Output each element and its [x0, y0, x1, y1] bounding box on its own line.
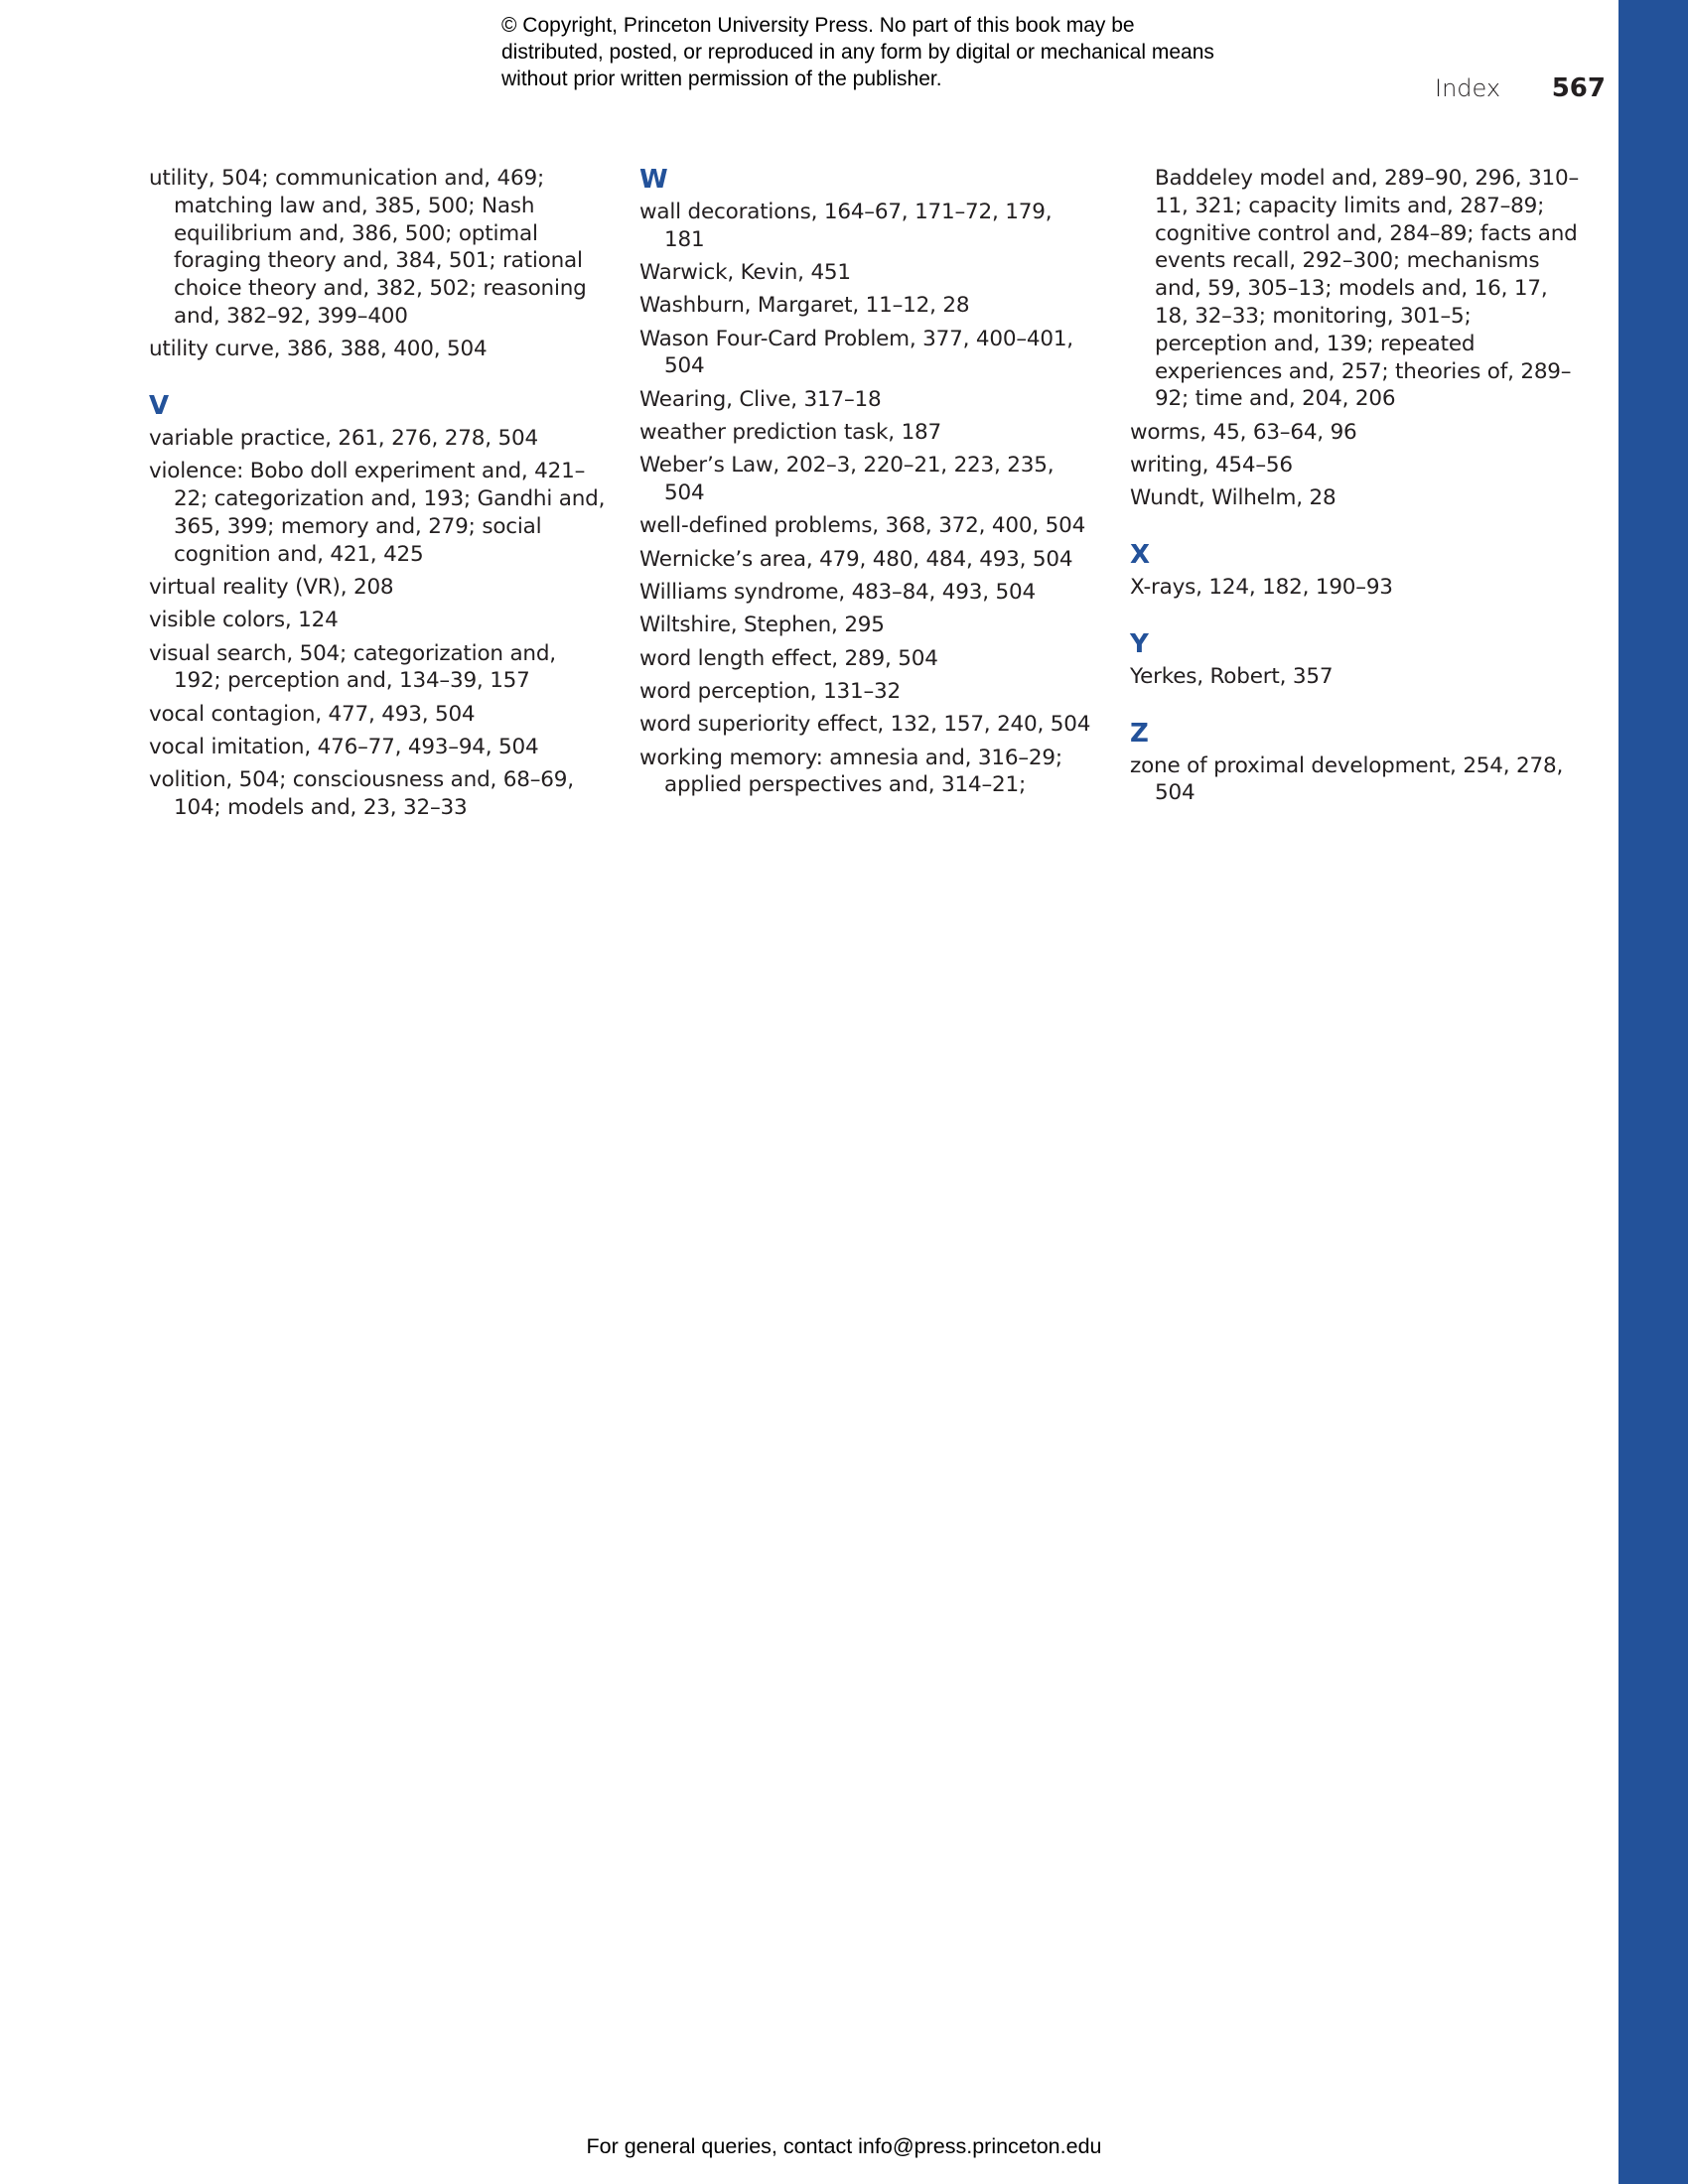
- index-entry-continuation: Baddeley model and, 289–90, 296, 310–11, 321; capacity limits and, 287–89; cognitive control and, 284–89; facts and events recall, 292–300; mechanisms and, 59, 305–13; models and, 16, 17, 18, 32–33; monitoring, 301–5; perception and, 139; repeated experiences and, 257; theories of, 289–92; time and, 204, 206: [1155, 166, 1580, 412]
- index-entry: visual search, 504; categorization and, 192; perception and, 134–39, 157: [149, 640, 556, 694]
- copyright-notice: © Copyright, Princeton University Press. No part of this book may be distributed, posted, or reproduced in any form by digital or mechanical means without prior written permission of the publisher.: [501, 14, 1214, 90]
- section-letter-y: Y: [1130, 628, 1149, 659]
- index-entry: vocal contagion, 477, 493, 504: [149, 701, 476, 727]
- index-entry: virtual reality (VR), 208: [149, 575, 394, 601]
- index-entry: worms, 45, 63–64, 96: [1130, 419, 1357, 445]
- index-entry: Warwick, Kevin, 451: [639, 260, 851, 286]
- index-entry: X-rays, 124, 182, 190–93: [1130, 575, 1393, 601]
- index-column-3: [1130, 165, 1587, 813]
- index-entry: utility curve, 386, 388, 400, 504: [149, 337, 488, 362]
- index-entry: violence: Bobo doll experiment and, 421–22; categorization and, 193; Gandhi and, 365, 399; memory and, 279; social cognition and, 421, 425: [149, 459, 606, 567]
- index-entry: vocal imitation, 476–77, 493–94, 504: [149, 735, 539, 760]
- index-entry: Yerkes, Robert, 357: [1130, 663, 1334, 689]
- index-column-1: [149, 165, 606, 827]
- index-entry: word perception, 131–32: [639, 678, 902, 704]
- index-entry: Wearing, Clive, 317–18: [639, 386, 882, 412]
- index-entry: zone of proximal development, 254, 278, 504: [1130, 752, 1564, 806]
- index-entry: weather prediction task, 187: [639, 420, 942, 446]
- running-head: [1435, 73, 1606, 103]
- section-letter-w: W: [639, 165, 668, 195]
- index-entry: word length effect, 289, 504: [639, 645, 938, 671]
- index-entry: variable practice, 261, 276, 278, 504: [149, 426, 538, 452]
- index-entry: volition, 504; consciousness and, 68–69, 104; models and, 23, 32–33: [149, 767, 574, 821]
- index-entry: working memory: amnesia and, 316–29; applied perspectives and, 314–21;: [639, 745, 1062, 798]
- running-head-label: Index: [1435, 74, 1501, 102]
- index-column-2: [639, 165, 1096, 805]
- index-entry: Wundt, Wilhelm, 28: [1130, 485, 1336, 511]
- index-entry: Weber’s Law, 202–3, 220–21, 223, 235, 504: [639, 453, 1055, 506]
- section-letter-x: X: [1130, 540, 1150, 571]
- index-entry: writing, 454–56: [1130, 452, 1293, 478]
- index-entry: Wernicke’s area, 479, 480, 484, 493, 504: [639, 546, 1073, 572]
- side-color-band: [1618, 0, 1688, 2184]
- index-entry: well-defined problems, 368, 372, 400, 504: [639, 513, 1086, 539]
- footer-contact: For general queries, contact info@press.princeton.edu: [586, 2134, 1102, 2158]
- index-entry: Washburn, Margaret, 11–12, 28: [639, 293, 970, 319]
- index-entry: visible colors, 124: [149, 608, 339, 633]
- index-entry: Wason Four-Card Problem, 377, 400–401, 504: [639, 326, 1073, 379]
- page-number: 567: [1551, 73, 1606, 103]
- index-entry: Wiltshire, Stephen, 295: [639, 613, 885, 638]
- section-letter-z: Z: [1130, 718, 1149, 749]
- index-entry: wall decorations, 164–67, 171–72, 179, 181: [639, 200, 1053, 252]
- section-letter-v: V: [149, 391, 169, 422]
- index-entry: utility, 504; communication and, 469; matching law and, 385, 500; Nash equilibrium and, 386, 500; optimal foraging theory and, 384, 501; rational choice theory and, 382, 502; reasoning and, 382–92, 399–400: [149, 166, 587, 329]
- index-entry: word superiority effect, 132, 157, 240, 504: [639, 712, 1091, 738]
- index-entry: Williams syndrome, 483–84, 493, 504: [639, 580, 1036, 606]
